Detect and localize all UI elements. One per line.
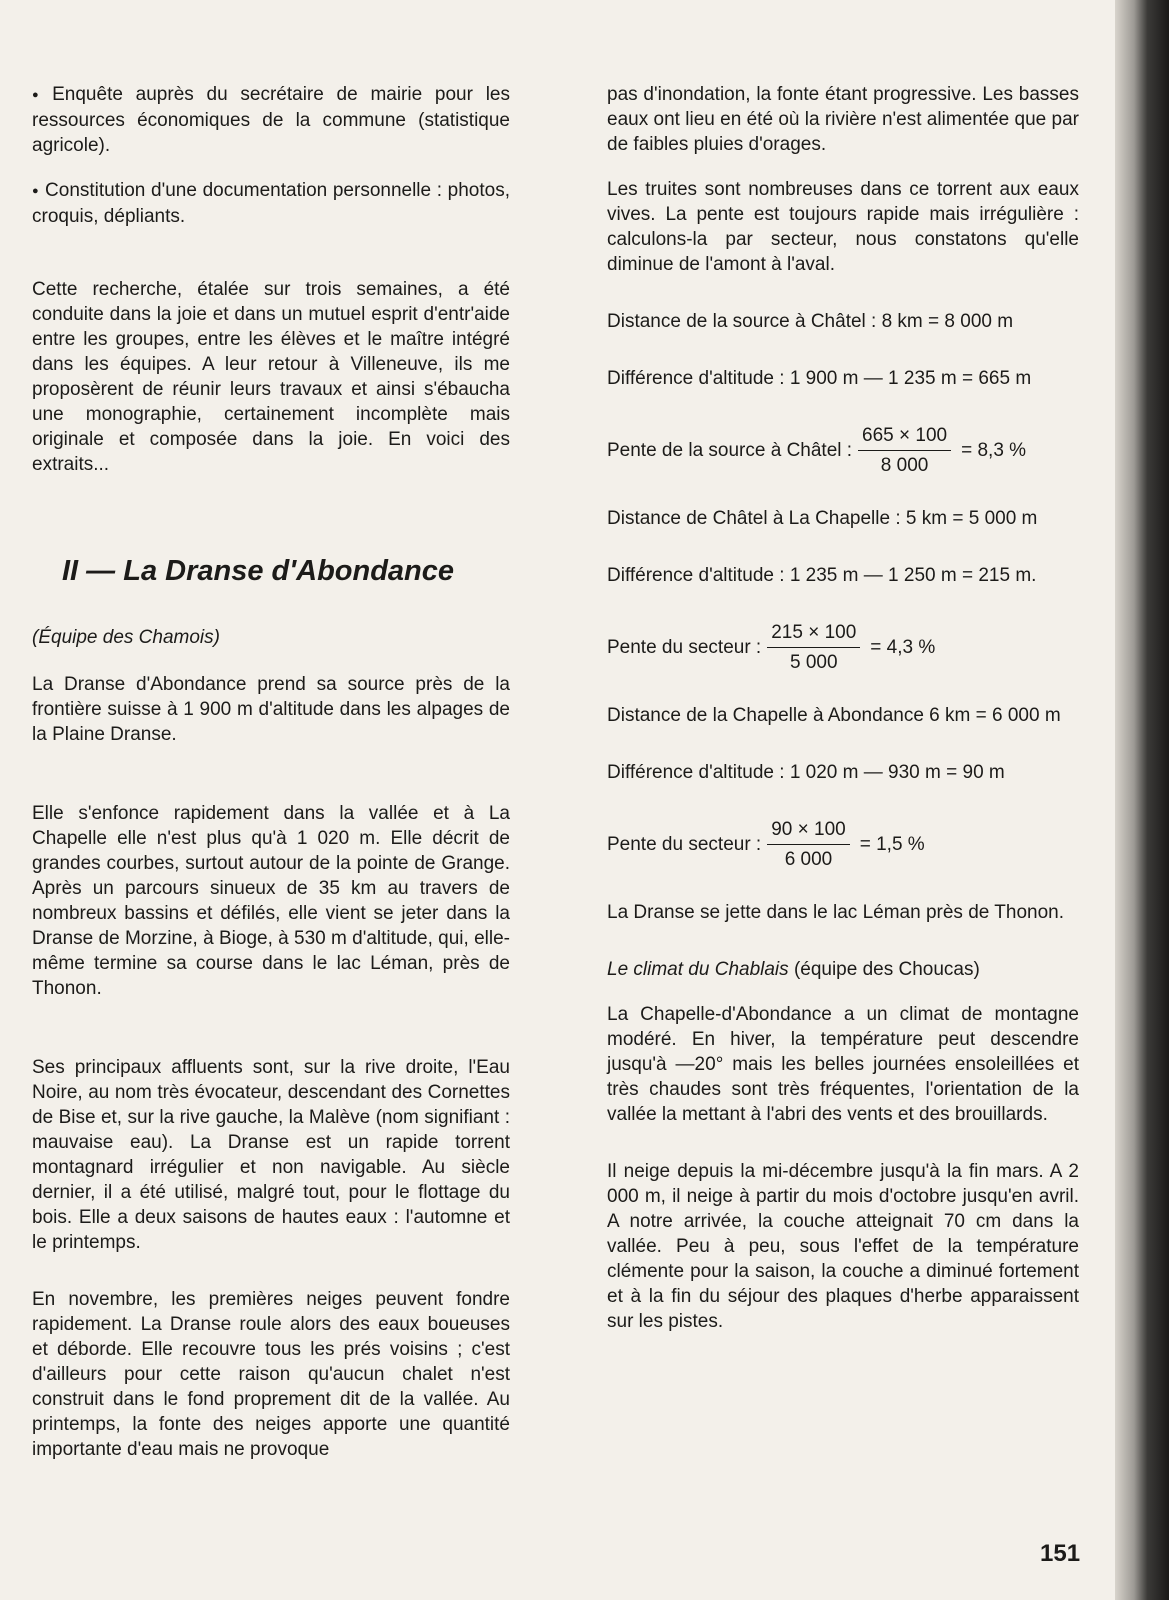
fraction-numerator: 665 × 100 [858, 423, 951, 451]
formula-result: = 4,3 % [870, 637, 936, 658]
climate-heading [607, 957, 1079, 982]
page-number: 151 [1040, 1540, 1081, 1567]
calc-line: Distance de Châtel à La Chapelle : 5 km = 5 000 m [607, 508, 1038, 529]
formula-label: Pente du secteur : [607, 834, 762, 855]
climate-team: (équipe des Choucas) [793, 959, 980, 980]
paragraph: La Dranse se jette dans le lac Léman près de Thonon. [607, 902, 1064, 923]
formula-label: Pente de la source à Châtel : [607, 440, 853, 461]
paragraph: La Chapelle-d'Abondance a un climat de montagne modéré. En hiver, la température peut descendre jusqu'à —20° mais les belles journées ensoleillées et très chaudes sont très fréquentes, l'orientation de la vallée la mettant à l'abri des vents et des brouillards. [607, 1004, 1079, 1125]
section-heading: II — La Dranse d'Abondance [62, 555, 455, 587]
paragraph: Elle s'enfonce rapidement dans la vallée et à La Chapelle elle n'est plus qu'à 1 020 m. Elle décrit de grandes courbes, surtout autour de la pointe de Grange. Après un parcours sinueux de 35 km au travers de nombreux bassins et défilés, elle vient se jeter dans la Dranse de Morzine, à Bioge, à 530 m d'altitude, qui, elle-même termine sa course dans le lac Léman, près de Thonon. [32, 803, 510, 999]
paragraph: La Dranse d'Abondance prend sa source près de la frontière suisse à 1 900 m d'altitude dans les alpages de la Plaine Dranse. [32, 674, 510, 745]
bullet-item: ● Enquête auprès du secrétaire de mairie pour les ressources économiques de la commune (statistique agricole). [32, 82, 510, 158]
book-spine-shadow [1115, 0, 1169, 1600]
slope-formula [607, 817, 1079, 872]
paragraph: Ses principaux affluents sont, sur la rive droite, l'Eau Noire, au nom très évocateur, descendant des Cornettes de Bise et, sur la rive gauche, la Malève (nom signifiant : mauvaise eau). La Dranse est un rapide torrent montagnard irrégulier et non navigable. Au siècle dernier, il a été utilisé, malgré tout, pour le flottage du bois. Elle a deux saisons de hautes eaux : l'automne et le printemps. [32, 1057, 510, 1253]
paragraph: Il neige depuis la mi-décembre jusqu'à la fin mars. A 2 000 m, il neige à partir du mois d'octobre jusqu'en avril. A notre arrivée, la couche atteignait 70 cm dans la vallée. Peu à peu, sous l'effet de la température clémente pour la saison, la couche a diminué fortement et à la fin du séjour des plaques d'herbe apparaissent sur les pistes. [607, 1161, 1079, 1332]
right-column [607, 82, 1079, 1354]
calc-line: Distance de la Chapelle à Abondance 6 km = 6 000 m [607, 705, 1061, 726]
paragraph: pas d'inondation, la fonte étant progressive. Les basses eaux ont lieu en été où la rivière n'est alimentée que par de faibles pluies d'orages. [607, 84, 1079, 155]
slope-formula [607, 620, 1079, 675]
climate-title: Le climat du Chablais [607, 959, 789, 980]
fraction-denominator: 5 000 [789, 652, 838, 673]
fraction [858, 423, 951, 478]
calc-line: Distance de la source à Châtel : 8 km = 8 000 m [607, 311, 1014, 332]
fraction-numerator: 215 × 100 [767, 620, 860, 648]
fraction-numerator: 90 × 100 [767, 817, 850, 845]
paragraph: En novembre, les premières neiges peuvent fondre rapidement. La Dranse roule alors des eaux boueuses et déborde. Elle recouvre tous les prés voisins ; c'est d'ailleurs pour cette raison qu'aucun chalet n'est construit dans le fond proprement dit de la vallée. Au printemps, la fonte des neiges apporte une quantité importante d'eau mais ne provoque [32, 1289, 510, 1460]
fraction-denominator: 6 000 [784, 849, 833, 870]
team-label: (Équipe des Chamois) [32, 627, 220, 648]
paragraph: Cette recherche, étalée sur trois semaines, a été conduite dans la joie et dans un mutuel esprit d'entr'aide entre les groupes, entre les élèves et le maître intégré dans les équipes. A leur retour à Villeneuve, ils me proposèrent de réunir leurs travaux et ainsi s'ébaucha une monographie, certainement incomplète mais originale et composée dans la joie. En voici des extraits... [32, 279, 510, 475]
fraction [767, 817, 850, 872]
formula-result: = 8,3 % [961, 440, 1027, 461]
paragraph: Les truites sont nombreuses dans ce torrent aux eaux vives. La pente est toujours rapide mais irrégulière : calculons-la par secteur, nous constatons qu'elle diminue de l'amont à l'aval. [607, 179, 1079, 275]
formula-label: Pente du secteur : [607, 637, 762, 658]
bullet-item: ● Constitution d'une documentation personnelle : photos, croquis, dépliants. [32, 178, 510, 229]
left-column [32, 82, 510, 1482]
fraction-denominator: 8 000 [880, 455, 929, 476]
fraction [767, 620, 860, 675]
calc-line: Différence d'altitude : 1 900 m — 1 235 m = 665 m [607, 368, 1032, 389]
formula-result: = 1,5 % [859, 834, 925, 855]
calc-line: Différence d'altitude : 1 020 m — 930 m = 90 m [607, 762, 1005, 783]
calc-line: Différence d'altitude : 1 235 m — 1 250 m = 215 m. [607, 565, 1037, 586]
slope-formula [607, 423, 1079, 478]
